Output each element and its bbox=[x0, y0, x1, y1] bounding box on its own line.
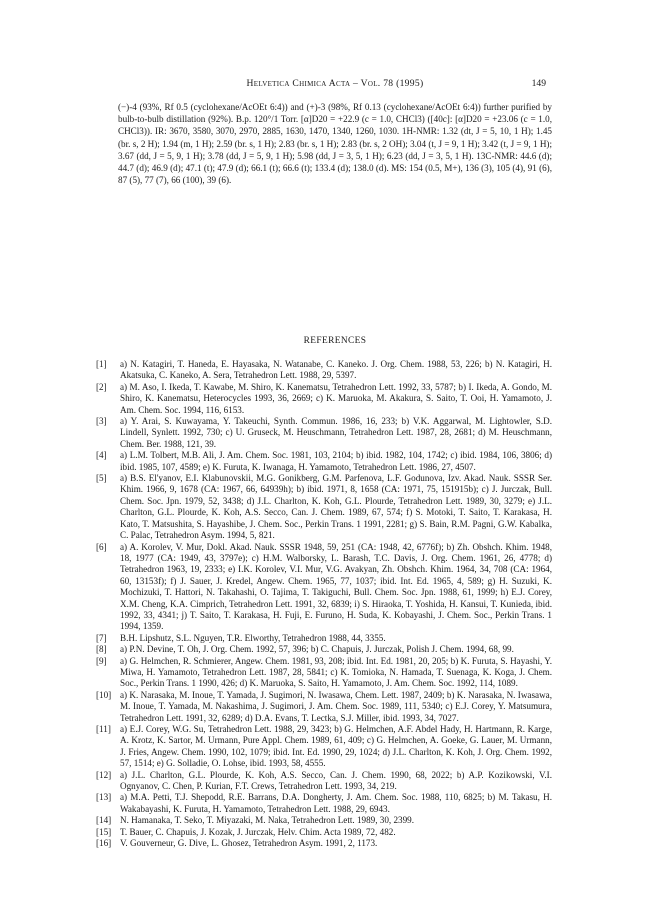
references-list bbox=[96, 359, 552, 849]
reference-number: [15] bbox=[96, 826, 112, 837]
reference-text: a) K. Narasaka, M. Inoue, T. Yamada, J. Sugimori, N. Iwasawa, Chem. Lett. 1987, 2409; b) K. Narasaka, N. Iwasawa, M. Inoue, T. Yamada, M. Nakashima, J. Sugimori, J. Am. Chem. Soc. 1989, 111, 5340; c) E.J. Corey, Y. Matsumura, Tetrahedron Lett. 1991, 32, 6289; d) D.A. Evans, T. Lectka, S.J. Miller, ibid. 1993, 34, 7027. bbox=[120, 689, 552, 723]
reference-text: a) B.S. El'yanov, E.I. Klabunovskii, M.G. Gonikberg, G.M. Parfenova, L.F. Godunova, Izv. Akad. Nauk. SSSR Ser. Khim. 1966, 9, 1678 (CA: 1967, 66, 64939h); b) ibid. 1971, 8, 1658 (CA: 1971, 75, 151915b); c) J. Jurczak, Bull. Chem. Soc. Jpn. 1979, 52, 3438; d) J.L. Charlton, K. Koh, G.L. Plourde, Tetrahedron Lett. 1989, 30, 3279; e) J.L. Charlton, G.L. Plourde, K. Koh, A.S. Secco, Can. J. Chem. 1989, 67, 574; f) S. Motoki, T. Saito, T. Karakasa, H. Kato, T. Matsushita, S. Hayashibe, J. Chem. Soc., Perkin Trans. 1 1991, 2281; g) S. Bain, R.M. Pagni, G.W. Kabalka, C. Palac, Tetrahedron Asym. 1994, 5, 821. bbox=[120, 473, 552, 541]
reference-item bbox=[96, 815, 552, 826]
reference-text: V. Gouverneur, G. Dive, L. Ghosez, Tetrahedron Asym. 1991, 2, 1173. bbox=[120, 838, 378, 849]
reference-number: [6] bbox=[96, 541, 107, 552]
reference-text: a) L.M. Tolbert, M.B. Ali, J. Am. Chem. Soc. 1981, 103, 2104; b) ibid. 1982, 104, 1742; c) ibid. 1984, 106, 3806; d) ibid. 1985, 107, 4589; e) K. Furuta, K. Iwanaga, H. Yamamoto, Tetrahedron Lett. 1986, 27, 4507. bbox=[120, 450, 552, 472]
reference-item bbox=[96, 838, 552, 849]
reference-number: [3] bbox=[96, 416, 107, 427]
journal-title: Helvetica Chimica Acta – Vol. 78 (1995) bbox=[246, 78, 424, 89]
reference-item bbox=[96, 792, 552, 815]
reference-item bbox=[96, 827, 552, 838]
reference-text: a) P.N. Devine, T. Oh, J. Org. Chem. 1992, 57, 396; b) C. Chapuis, J. Jurczak, Polish J. Chem. 1994, 68, 99. bbox=[120, 644, 514, 655]
reference-number: [14] bbox=[96, 815, 112, 826]
reference-text: a) A. Korolev, V. Mur, Dokl. Akad. Nauk. SSSR 1948, 59, 251 (CA: 1948, 42, 6776f); b) Zh. Obshch. Khim. 1948, 18, 1977 (CA: 1949, 43, 3797e); c) H.M. Walborsky, L. Barash, T.C. Davis, J. Org. Chem. 1961, 26, 4778; d) Tetrahedron 1963, 19, 2333; e) I.K. Korolev, V.I. Mur, V.G. Avakyan, Zh. Obshch. Khim. 1964, 34, 708 (CA: 1964, 60, 13153f); f) J. Sauer, J. Kredel, Angew. Chem. 1965, 77, 1037; ibid. Int. Ed. 1965, 4, 589; g) H. Suzuki, K. Mochizuki, T. Hattori, N. Takahashi, O. Tajima, T. Takiguchi, Bull. Chem. Soc. Jpn. 1988, 61, 1999; h) E.J. Corey, X.M. Cheng, K.A. Cimprich, Tetrahedron Lett. 1991, 32, 6839; i) S. Hiraoka, T. Yoshida, H. Kansui, T. Kunieda, ibid. 1992, 33, 4341; j) T. Saito, T. Karakasa, H. Fuji, E. Furuno, H. Suda, K. Kobayashi, J. Chem. Soc., Perkin Trans. 1 1994, 1359. bbox=[120, 541, 552, 632]
references-heading: REFERENCES bbox=[303, 336, 367, 346]
reference-number: [16] bbox=[96, 838, 112, 849]
reference-number: [5] bbox=[96, 473, 107, 484]
reference-item bbox=[96, 724, 552, 770]
reference-number: [13] bbox=[96, 792, 112, 803]
reference-item bbox=[96, 690, 552, 724]
reference-text: a) Y. Arai, S. Kuwayama, Y. Takeuchi, Synth. Commun. 1986, 16, 233; b) V.K. Aggarwal, M. Lightowler, S.D. Lindell, Synlett. 1992, 730; c) U. Gruseck, M. Heuschmann, Tetrahedron Lett. 1987, 28, 2681; d) M. Heuschmann, Chem. Ber. 1988, 121, 39. bbox=[120, 416, 552, 449]
reference-item bbox=[96, 770, 552, 793]
reference-text: a) M.A. Petti, T.J. Shepodd, R.E. Barrans, D.A. Dongherty, J. Am. Chem. Soc. 1988, 110, 6825; b) M. Takasu, H. Wakabayashi, K. Furuta, H. Yamamoto, Tetrahedron Lett. 1988, 29, 6943. bbox=[120, 792, 552, 814]
reference-item bbox=[96, 450, 552, 473]
reference-number: [8] bbox=[96, 644, 107, 655]
reference-number: [1] bbox=[96, 359, 107, 369]
reference-text: N. Hamanaka, T. Seko, T. Miyazaki, M. Naka, Tetrahedron Lett. 1989, 30, 2399. bbox=[120, 815, 414, 826]
reference-item bbox=[96, 656, 552, 690]
reference-number: [4] bbox=[96, 450, 107, 461]
page-number: 149 bbox=[531, 78, 546, 89]
reference-item bbox=[96, 644, 552, 655]
reference-item bbox=[96, 359, 552, 382]
reference-number: [10] bbox=[96, 689, 112, 700]
reference-item bbox=[96, 633, 552, 644]
running-head bbox=[124, 78, 546, 92]
reference-number: [11] bbox=[96, 724, 111, 734]
reference-item bbox=[96, 382, 552, 416]
reference-item bbox=[96, 473, 552, 541]
reference-item bbox=[96, 542, 552, 633]
reference-text: a) M. Aso, I. Ikeda, T. Kawabe, M. Shiro, K. Kanematsu, Tetrahedron Lett. 1992, 33, 5787; b) I. Ikeda, A. Gondo, M. Shiro, K. Kanematsu, Heterocycles 1993, 36, 2669; c) K. Maruoka, M. Akakura, S. Saito, T. Ooi, H. Yamamoto, J. Am. Chem. Soc. 1994, 116, 6153. bbox=[120, 381, 552, 415]
reference-text: a) G. Helmchen, R. Schmierer, Angew. Chem. 1981, 93, 208; ibid. Int. Ed. 1981, 20, 205; b) K. Furuta, S. Hayashi, Y. Miwa, H. Yamamoto, Tetrahedron Lett. 1987, 28, 5841; c) K. Tomioka, N. Hamada, T. Suenaga, K. Koga, J. Chem. Soc., Perkin Trans. 1 1990, 426; d) K. Maruoka, S. Saito, H. Yamamoto, J. Am. Chem. Soc. 1992, 114, 1089. bbox=[120, 655, 552, 689]
reference-text: a) N. Katagiri, T. Haneda, E. Hayasaka, N. Watanabe, C. Kaneko. J. Org. Chem. 1988, 53, 226; b) N. Katagiri, H. Akatsuka, C. Kaneko, A. Sera, Tetrahedron Lett. 1988, 29, 5397. bbox=[120, 359, 552, 381]
reference-number: [12] bbox=[96, 769, 112, 780]
reference-number: [7] bbox=[96, 632, 107, 643]
reference-text: a) J.L. Charlton, G.L. Plourde, K. Koh, A.S. Secco, Can. J. Chem. 1990, 68, 2022; b) A.P. Kozikowski, V.I. Ognyanov, C. Chen, P. Kurian, F.T. Crews, Tetrahedron Lett. 1993, 34, 219. bbox=[120, 769, 552, 792]
experimental-paragraph bbox=[118, 101, 552, 186]
reference-item bbox=[96, 416, 552, 450]
reference-text: a) E.J. Corey, W.G. Su, Tetrahedron Lett. 1988, 29, 3423; b) G. Helmchen, A.F. Abdel Hady, H. Hartmann, R. Karge, A. Krotz, K. Sartor, M. Urmann, Pure Appl. Chem. 1989, 61, 409; c) G. Helmchen, A. Goeke, G. Lauer, M. Urmann, J. Fries, Angew. Chem. 1990, 102, 1079; ibid. Int. Ed. 1990, 29, 1024; d) J.L. Charlton, K. Koh, J. Org. Chem. 1992, 57, 1514; e) G. Solladie, O. Lohse, ibid. 1993, 58, 4555. bbox=[120, 724, 552, 769]
reference-number: [9] bbox=[96, 655, 107, 666]
reference-text: B.H. Lipshutz, S.L. Nguyen, T.R. Elworthy, Tetrahedron 1988, 44, 3355. bbox=[120, 632, 386, 643]
reference-text: T. Bauer, C. Chapuis, J. Kozak, J. Jurczak, Helv. Chim. Acta 1989, 72, 482. bbox=[120, 826, 396, 837]
body-paragraph: (−)-4 (93%, Rf 0.5 (cyclohexane/AcOEt 6:4)) and (+)-3 (98%, Rf 0.13 (cyclohexane/AcOEt 6:4)) further purified by bulb-to-bulb distillation (92%). B.p. 120°/1 Torr. [α]D20 = +22.9 (c = 1.0, CHCl3) ([40c]: [α]D20 = +23.06 (c = 1.0, CHCl3)). IR: 3670, 3580, 3070, 2970, 2885, 1630, 1470, 1340, 1260, 1030. 1H-NMR: 1.32 (dt, J = 5, 10, 1 H); 1.45 (br. s, 2 H); 1.94 (m, 1 H); 2.59 (br. s, 1 H); 2.83 (br. s, 1 H); 2.83 (br. s, 2 OH); 3.04 (t, J = 9, 1 H); 3.42 (t, J = 9, 1 H); 3.67 (dd, J = 5, 9, 1 H); 3.78 (dd, J = 5, 9, 1 H); 5.98 (dd, J = 3, 5, 1 H); 6.23 (dd, J = 3, 5, 1 H). 13C-NMR: 44.6 (d); 44.7 (d); 46.9 (d); 47.1 (t); 47.9 (d); 66.1 (t); 66.6 (t); 133.4 (d); 138.0 (d). MS: 154 (0.5, M+), 136 (3), 105 (4), 91 (6), 87 (5), 77 (7), 66 (100), 39 (6). bbox=[118, 102, 552, 186]
reference-number: [2] bbox=[96, 381, 107, 392]
